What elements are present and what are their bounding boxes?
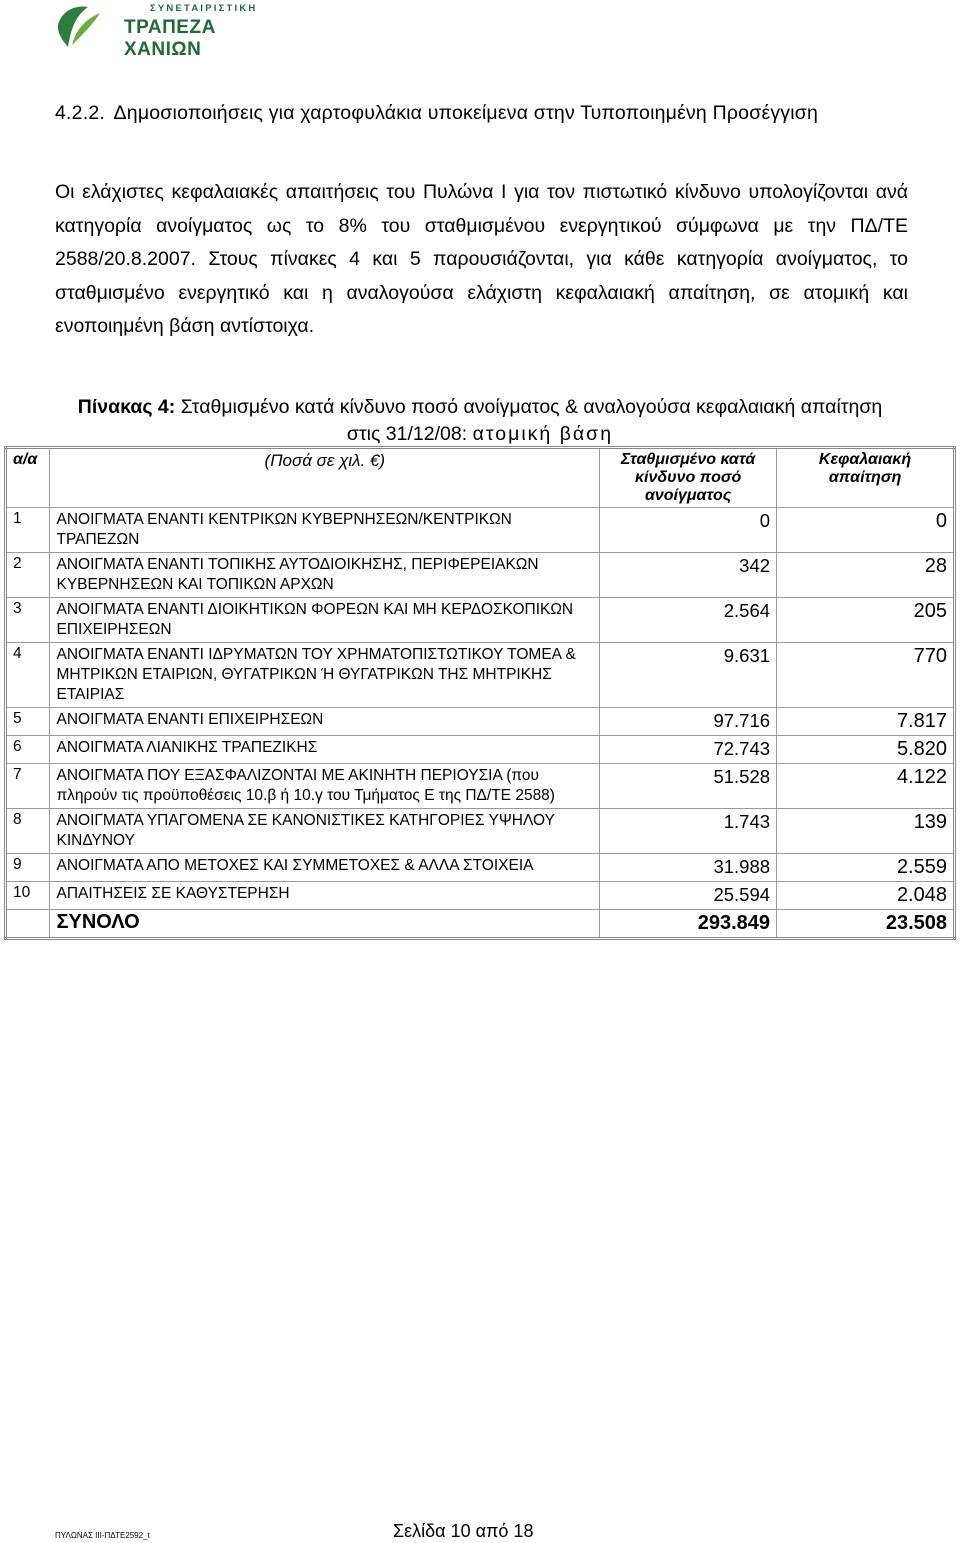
section-heading [55, 97, 915, 130]
table-body [6, 508, 955, 939]
row-capital-requirement: 5.820 [777, 736, 955, 764]
table-row [6, 882, 955, 910]
row-description: ΑΝΟΙΓΜΑΤΑ ΑΠΟ ΜΕΤΟΧΕΣ ΚΑΙ ΣΥΜΜΕΤΟΧΕΣ & ΑΛΛΑ ΣΤΟΙΧΕΙΑ [50, 854, 600, 882]
table-total-row [6, 910, 955, 939]
row-index: 6 [6, 736, 50, 764]
row-capital-requirement: 2.048 [777, 882, 955, 910]
table-row [6, 598, 955, 643]
total-index [6, 910, 50, 939]
total-risk-weighted-amount: 293.849 [600, 910, 777, 939]
row-risk-weighted-amount: 9.631 [600, 643, 777, 708]
row-description: ΑΝΟΙΓΜΑΤΑ ΕΝΑΝΤΙ ΙΔΡΥΜΑΤΩΝ ΤΟΥ ΧΡΗΜΑΤΟΠΙΣΤΩΤΙΚΟΥ ΤΟΜΕΑ & ΜΗΤΡΙΚΩΝ ΕΤΑΙΡΙΩΝ, ΘΥΓΑΤΡΙΚΩΝ Ή ΘΥΓΑΤΡΙΚΩΝ ΤΗΣ ΜΗΤΡΙΚΗΣ ΕΤΑΙΡΙΑΣ [50, 643, 600, 708]
header-aa: α/α [6, 448, 50, 508]
row-capital-requirement: 0 [777, 508, 955, 553]
table-caption-text: Σταθμισμένο κατά κίνδυνο ποσό ανοίγματος & αναλογούσα κεφαλαιακή απαίτηση στις 31/12/08: [180, 396, 883, 445]
capital-requirements-table [4, 446, 956, 940]
row-index: 5 [6, 708, 50, 736]
leaf-logo-icon [54, 3, 116, 49]
row-index: 9 [6, 854, 50, 882]
table-caption-basis: ατομική βάση [472, 423, 614, 445]
row-description: ΑΝΟΙΓΜΑΤΑ ΕΝΑΝΤΙ ΔΙΟΙΚΗΤΙΚΩΝ ΦΟΡΕΩΝ ΚΑΙ ΜΗ ΚΕΡΔΟΣΚΟΠΙΚΩΝ ΕΠΙΧΕΙΡΗΣΕΩΝ [50, 598, 600, 643]
footer-page-number: Σελίδα 10 από 18 [393, 1521, 534, 1541]
row-description: ΑΝΟΙΓΜΑΤΑ ΕΝΑΝΤΙ ΕΠΙΧΕΙΡΗΣΕΩΝ [50, 708, 600, 736]
row-capital-requirement: 4.122 [777, 764, 955, 809]
row-risk-weighted-amount: 0 [600, 508, 777, 553]
row-risk-weighted-amount: 51.528 [600, 764, 777, 809]
intro-paragraph: Οι ελάχιστες κεφαλαιακές απαιτήσεις του Πυλώνα Ι για τον πιστωτικό κίνδυνο υπολογίζονται ανά κατηγορία ανοίγματος ως το 8% του σταθμισμένου ενεργητικού σύμφωνα με την ΠΔ/ΤΕ 2588/20.8.2007. Στους πίνακες 4 και 5 παρουσιάζονται, για κάθε κατηγορία ανοίγματος, το σταθμισμένο ενεργητικό και η αναλογούσα ελάχιστη κεφαλαιακή απαίτηση, σε ατομική και ενοποιημένη βάση αντίστοιχα. [55, 181, 908, 337]
row-description: ΑΝΟΙΓΜΑΤΑ ΕΝΑΝΤΙ ΚΕΝΤΡΙΚΩΝ ΚΥΒΕΡΝΗΣΕΩΝ/ΚΕΝΤΡΙΚΩΝ ΤΡΑΠΕΖΩΝ [50, 508, 600, 553]
section-number: 4.2.2. [55, 102, 105, 124]
bank-logo [54, 3, 294, 60]
row-index: 10 [6, 882, 50, 910]
row-index: 3 [6, 598, 50, 643]
table-header-row [6, 448, 955, 508]
table-row [6, 643, 955, 708]
header-capital-requirement: Κεφαλαιακή απαίτηση [777, 448, 955, 508]
row-capital-requirement: 205 [777, 598, 955, 643]
row-risk-weighted-amount: 342 [600, 553, 777, 598]
header-risk-weighted: Σταθμισμένο κατά κίνδυνο ποσό ανοίγματος [600, 448, 777, 508]
row-capital-requirement: 770 [777, 643, 955, 708]
table-caption-label: Πίνακας 4: [77, 396, 176, 418]
table-row [6, 809, 955, 854]
row-index: 8 [6, 809, 50, 854]
total-label: ΣΥΝΟΛΟ [50, 910, 600, 939]
row-risk-weighted-amount: 31.988 [600, 854, 777, 882]
table-row [6, 553, 955, 598]
row-risk-weighted-amount: 1.743 [600, 809, 777, 854]
logo-subtitle: ΣΥΝΕΤΑΙΡΙΣΤΙΚΗ [150, 3, 258, 14]
logo-title: ΤΡΑΠΕΖΑ ΧΑΝΙΩΝ [124, 17, 216, 60]
row-index: 7 [6, 764, 50, 809]
row-description: ΑΝΟΙΓΜΑΤΑ ΕΝΑΝΤΙ ΤΟΠΙΚΗΣ ΑΥΤΟΔΙΟΙΚΗΣΗΣ, ΠΕΡΙΦΕΡΕΙΑΚΩΝ ΚΥΒΕΡΝΗΣΕΩΝ ΚΑΙ ΤΟΠΙΚΩΝ ΑΡΧΩΝ [50, 553, 600, 598]
section-title: Δημοσιοποιήσεις για χαρτοφυλάκια υποκείμενα στην Τυποποιημένη Προσέγγιση [113, 102, 819, 124]
table-row [6, 508, 955, 553]
row-description: ΑΠΑΙΤΗΣΕΙΣ ΣΕ ΚΑΘΥΣΤΕΡΗΣΗ [50, 882, 600, 910]
row-risk-weighted-amount: 97.716 [600, 708, 777, 736]
row-description: ΑΝΟΙΓΜΑΤΑ ΠΟΥ ΕΞΑΣΦΑΛΙΖΟΝΤΑΙ ΜΕ ΑΚΙΝΗΤΗ ΠΕΡΙΟΥΣΙΑ (που πληρούν τις προϋποθέσεις 10.β ή 10.γ του Τμήματος Ε της ΠΔ/ΤΕ 2588) [50, 764, 600, 809]
table-row [6, 764, 955, 809]
total-capital-requirement: 23.508 [777, 910, 955, 939]
row-capital-requirement: 2.559 [777, 854, 955, 882]
table-row [6, 708, 955, 736]
row-index: 4 [6, 643, 50, 708]
row-description: ΑΝΟΙΓΜΑΤΑ ΥΠΑΓΟΜΕΝΑ ΣΕ ΚΑΝΟΝΙΣΤΙΚΕΣ ΚΑΤΗΓΟΡΙΕΣ ΥΨΗΛΟΥ ΚΙΝΔΥΝΟΥ [50, 809, 600, 854]
row-risk-weighted-amount: 2.564 [600, 598, 777, 643]
row-index: 1 [6, 508, 50, 553]
row-index: 2 [6, 553, 50, 598]
footer-doc-id: ΠΥΛΩΝΑΣ ΙΙΙ-ΠΔΤΕ2592_t [55, 1531, 150, 1540]
header-description: (Ποσά σε χιλ. €) [50, 448, 600, 508]
table-caption [70, 394, 890, 448]
table-row [6, 736, 955, 764]
row-capital-requirement: 28 [777, 553, 955, 598]
table-row [6, 854, 955, 882]
row-risk-weighted-amount: 25.594 [600, 882, 777, 910]
row-capital-requirement: 7.817 [777, 708, 955, 736]
row-capital-requirement: 139 [777, 809, 955, 854]
row-risk-weighted-amount: 72.743 [600, 736, 777, 764]
row-description: ΑΝΟΙΓΜΑΤΑ ΛΙΑΝΙΚΗΣ ΤΡΑΠΕΖΙΚΗΣ [50, 736, 600, 764]
